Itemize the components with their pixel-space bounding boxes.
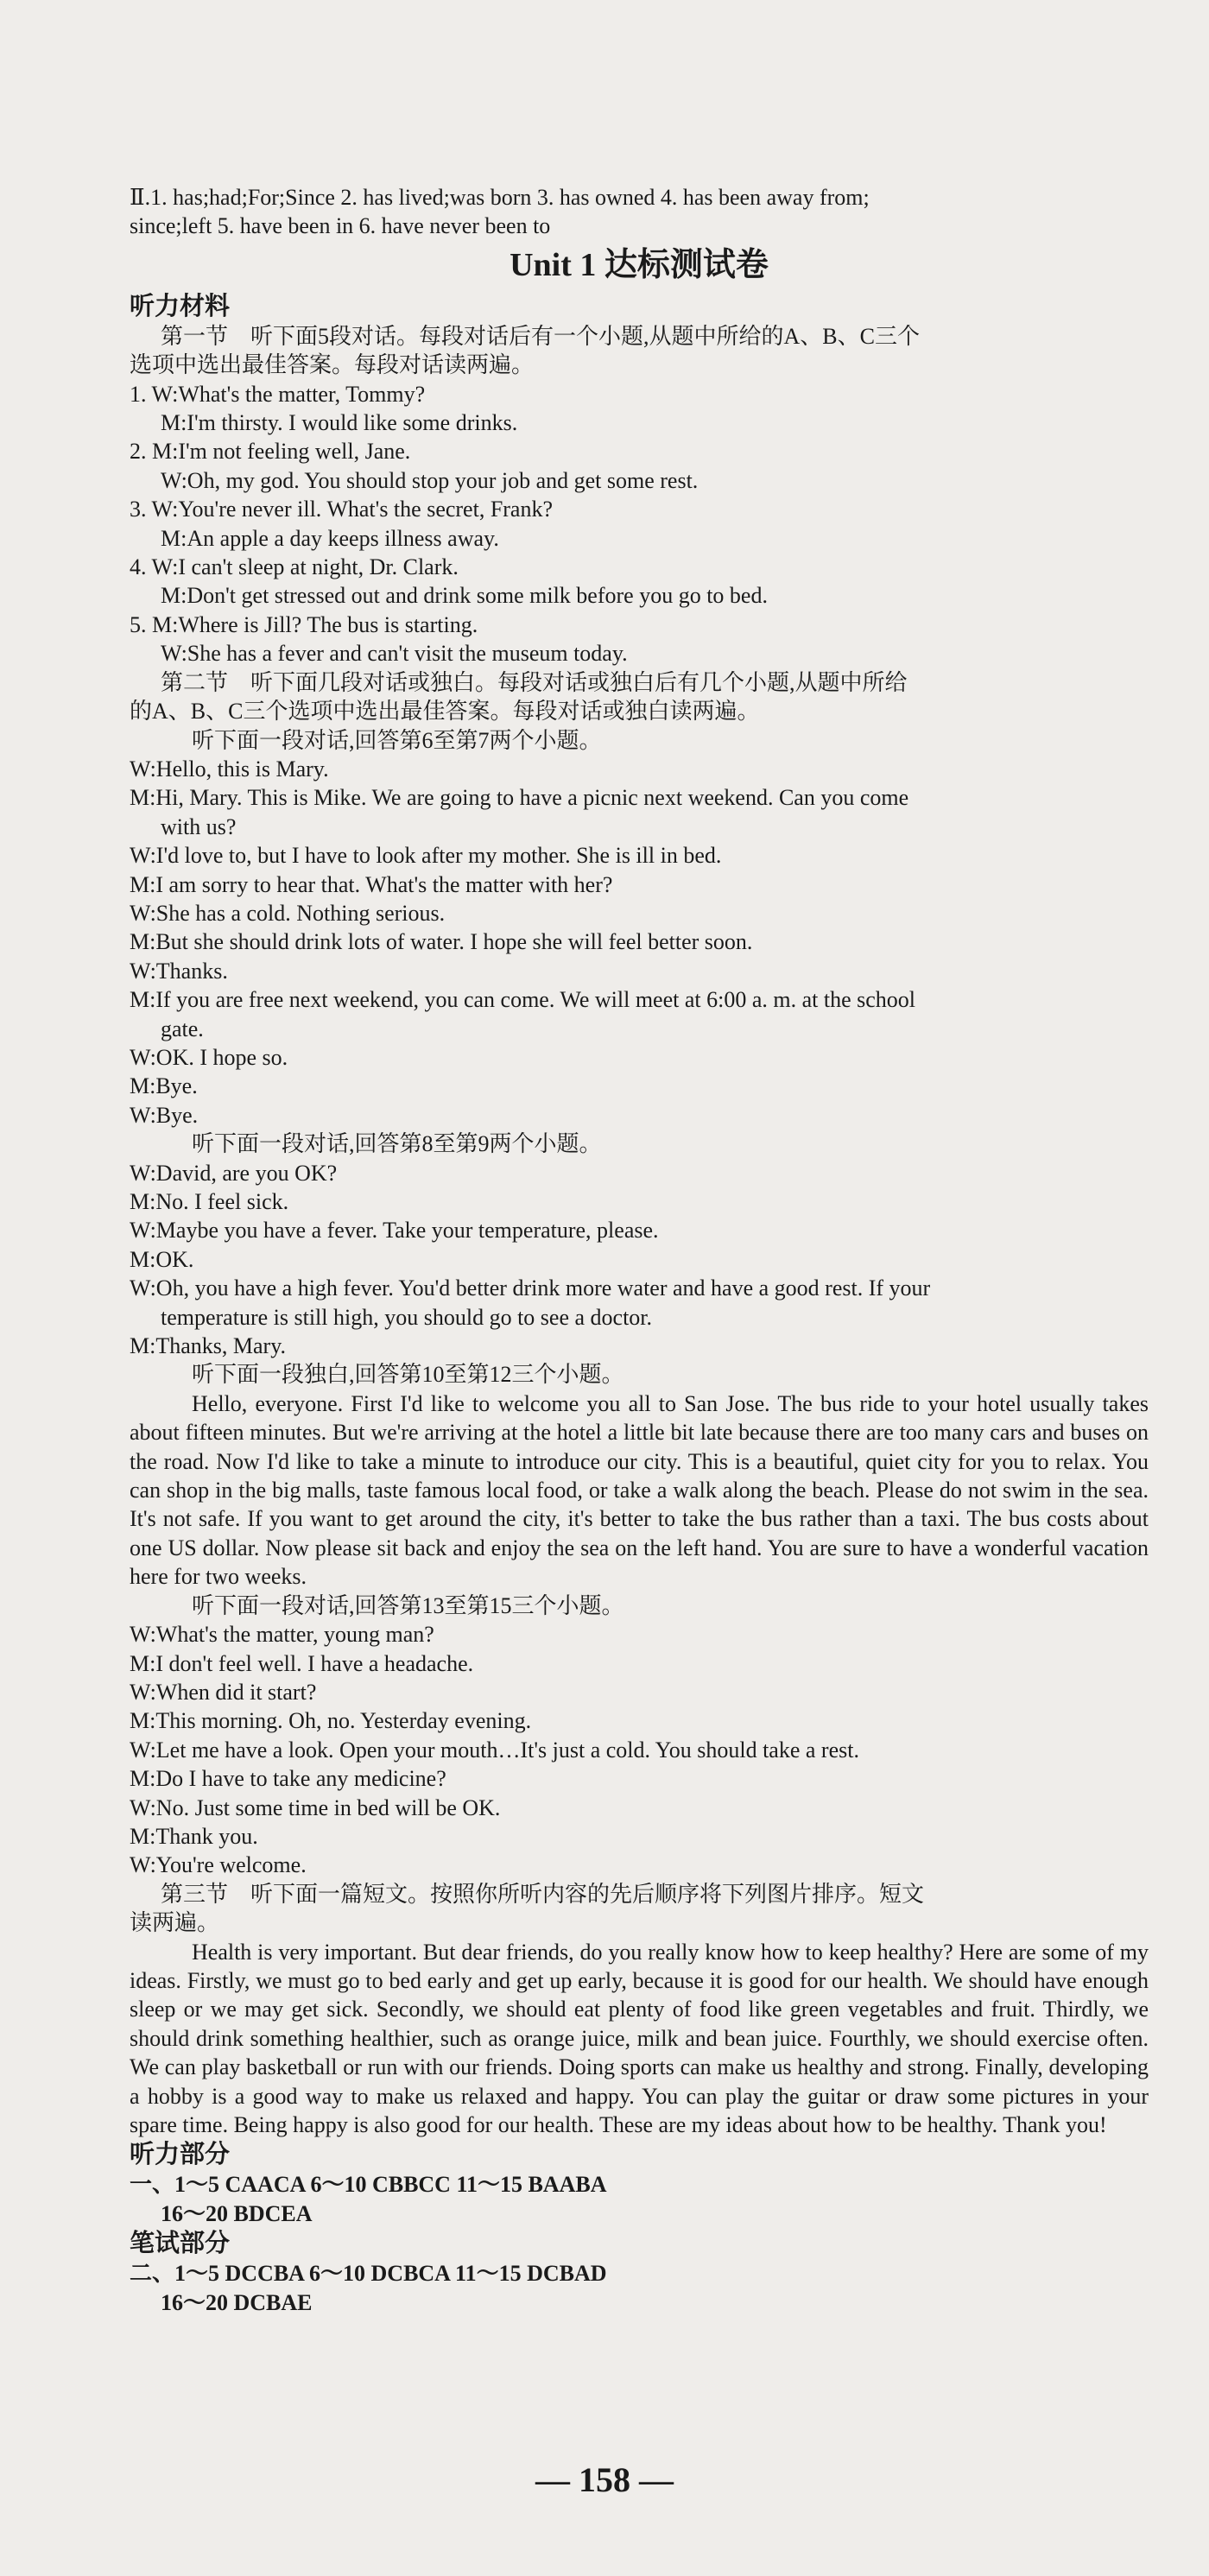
dialog-line: W:Let me have a look. Open your mouth…It's just a cold. You should take a rest. — [130, 1737, 859, 1763]
dialog-line: W:No. Just some time in bed will be OK. — [130, 1794, 501, 1820]
dialog-line: gate. — [161, 1016, 204, 1041]
dialog-line: W:What's the matter, young man? — [130, 1622, 434, 1648]
dialog-line: M:Thanks, Mary. — [130, 1333, 287, 1359]
page-number: — 158 — — [535, 2460, 674, 2499]
top-answer-line-1: Ⅱ.1. has;had;For;Since 2. has lived;was born 3. has owned 4. has been away from; — [130, 185, 870, 210]
dialog-line: with us? — [161, 813, 237, 839]
section1-intro-2: 选项中选出最佳答案。每段对话读两遍。 — [130, 352, 535, 378]
dialog-line: M:If you are free next weekend, you can come. We will meet at 6:00 a. m. at the school — [130, 987, 915, 1013]
dialog-line: M:I'm thirsty. I would like some drinks. — [161, 410, 518, 436]
dialog-line: W:Bye. — [130, 1102, 199, 1128]
section3-intro-2: 读两遍。 — [130, 1910, 220, 1936]
section2-intro-2: 的A、B、C三个选项中选出最佳答案。每段对话或独白读两遍。 — [130, 699, 760, 725]
dialog1-intro: 听下面一段对话,回答第6至第7两个小题。 — [192, 727, 602, 753]
listening-answers-label: 听力部分 — [130, 2141, 231, 2169]
dialog-line: 4. W:I can't sleep at night, Dr. Clark. — [130, 554, 459, 580]
dialog-line: 1. W:What's the matter, Tommy? — [130, 381, 426, 407]
dialog-line: temperature is still high, you should go to see a doctor. — [161, 1304, 653, 1330]
dialog-line: W:Thanks. — [130, 958, 228, 984]
page-content — [130, 183, 1149, 2317]
dialog-line: W:She has a fever and can't visit the museum today. — [161, 641, 628, 667]
monologue-text: Hello, everyone. First I'd like to welcome you all to San Jose. The bus ride to your hotel usually takes about fifteen minutes. But we're arriving at the hotel a little bit late because there are too many cars and buses on the road. Now I'd like to take a minute to introduce our city. This is a beautiful, quiet city for you to relax. You can shop in the big malls, taste famous local food, or take a walk along the beach. Please do not swim in the sea. It's not safe. If you want to get around the city, it's better to take the bus rather than a taxi. The bus costs about one US dollar. Now please sit back and enjoy the sea on the left hand. You are sure to have a wonderful vacation here for two weeks. — [130, 1390, 1149, 1590]
dialog-line: M:No. I feel sick. — [130, 1189, 289, 1214]
dialog-line: W:David, are you OK? — [130, 1160, 338, 1186]
dialog-line: M:OK. — [130, 1246, 194, 1272]
dialog-line: M:I don't feel well. I have a headache. — [130, 1650, 474, 1676]
dialog-line: W:Hello, this is Mary. — [130, 756, 329, 782]
dialog-line: M:Do I have to take any medicine? — [130, 1766, 446, 1792]
listening-answers-line-2: 16～20 BDCEA — [161, 2200, 313, 2226]
dialog-line: W:Oh, my god. You should stop your job and get some rest. — [161, 467, 699, 493]
dialog-line: 5. M:Where is Jill? The bus is starting. — [130, 611, 478, 637]
section3-intro-1: 第三节 听下面一篇短文。按照你所听内容的先后顺序将下列图片排序。短文 — [161, 1881, 925, 1907]
listening-heading: 听力材料 — [130, 292, 231, 320]
top-answer-line-2: since;left 5. have been in 6. have never been to — [130, 213, 551, 239]
monologue-intro: 听下面一段独白,回答第10至第12三个小题。 — [192, 1362, 624, 1388]
dialog-line: M:An apple a day keeps illness away. — [161, 525, 499, 551]
section2-intro-1: 第二节 听下面几段对话或独白。每段对话或独白后有几个小题,从题中所给 — [161, 669, 908, 695]
dialog-line: W:You're welcome. — [130, 1852, 307, 1878]
dialog-line: 2. M:I'm not feeling well, Jane. — [130, 439, 411, 465]
dialog-line: M:I am sorry to hear that. What's the matter with her? — [130, 871, 613, 897]
dialog2-intro: 听下面一段对话,回答第8至第9两个小题。 — [192, 1131, 602, 1157]
dialog3-intro: 听下面一段对话,回答第13至第15三个小题。 — [192, 1592, 624, 1618]
dialog-line: M:But she should drink lots of water. I hope she will feel better soon. — [130, 929, 753, 955]
dialog-line: W:OK. I hope so. — [130, 1044, 288, 1070]
dialog-line: M:Don't get stressed out and drink some milk before you go to bed. — [161, 583, 768, 609]
dialog-line: M:Thank you. — [130, 1823, 258, 1849]
dialog-line: W:I'd love to, but I have to look after my mother. She is ill in bed. — [130, 843, 722, 869]
dialog-line: W:Oh, you have a high fever. You'd better drink more water and have a good rest. If your — [130, 1275, 931, 1301]
section3-passage: Health is very important. But dear friends, do you really know how to keep healthy? Here are some of my ideas. Firstly, we must go to bed early and get up early, because it is good for our health. We should have enough sleep or we may get sick. Secondly, we should eat plenty of food like green vegetables and fruit. Thirdly, we should drink something healthier, such as orange juice, milk and bean juice. Fourthly, we should exercise often. We can play basketball or run with our friends. Doing sports can make us healthy and strong. Finally, developing a hobby is a good way to make us relaxed and happy. You can play the guitar or draw some pictures in your spare time. Being happy is also good for our health. These are my ideas about how to be healthy. Thank you! — [130, 1939, 1149, 2137]
dialog-line: M:Hi, Mary. This is Mike. We are going to have a picnic next weekend. Can you come — [130, 785, 909, 811]
dialog-line: 3. W:You're never ill. What's the secret, Frank? — [130, 497, 554, 522]
dialog-line: M:This morning. Oh, no. Yesterday evening. — [130, 1708, 532, 1734]
section1-intro-1: 第一节 听下面5段对话。每段对话后有一个小题,从题中所给的A、B、C三个 — [161, 323, 920, 349]
page-title: Unit 1 达标测试卷 — [510, 246, 769, 283]
dialog-line: W:She has a cold. Nothing serious. — [130, 900, 446, 926]
writing-answers-line-2: 16～20 DCBAE — [161, 2289, 313, 2315]
dialog-line: W:When did it start? — [130, 1679, 317, 1705]
writing-answers-label: 笔试部分 — [130, 2230, 231, 2258]
dialog-line: M:Bye. — [130, 1073, 198, 1099]
dialog-line: W:Maybe you have a fever. Take your temperature, please. — [130, 1218, 659, 1244]
listening-answers-line-1: 一、1～5 CAACA 6～10 CBBCC 11～15 BAABA — [130, 2172, 607, 2198]
writing-answers-line-1: 二、1～5 DCCBA 6～10 DCBCA 11～15 DCBAD — [130, 2261, 607, 2287]
